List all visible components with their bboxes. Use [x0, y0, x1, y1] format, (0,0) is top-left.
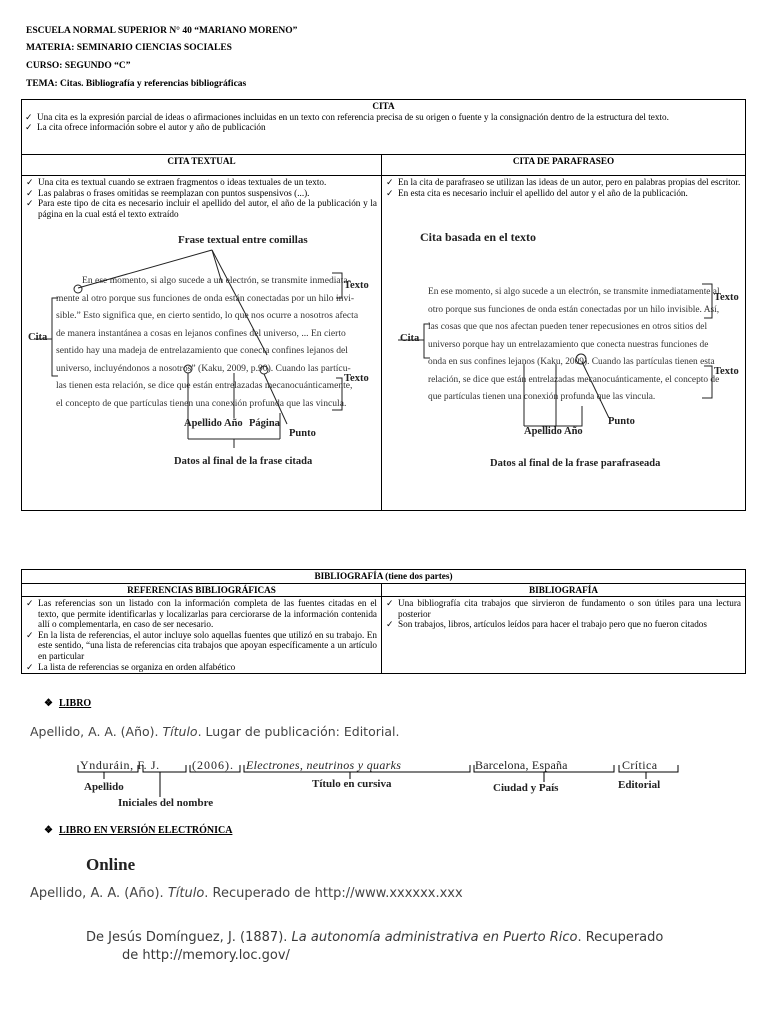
parafraseo-line: relación, se dice que están entrelazadas mecanocuánticamente, el concepto de — [428, 374, 720, 385]
cita-textual-point: ✓ Para este tipo de cita es necesario incluir el apellido del autor, el año de la publicación y la página en la cual está el texto extraído — [26, 198, 377, 219]
bibliografia-point: ✓ Son trabajos, libros, artículos leídos para hacer el trabajo pero que no fueron citados — [386, 619, 741, 630]
example-title: Electrones, neutrinos y quarks — [246, 758, 402, 772]
ciudad-pais-label: Ciudad y País — [493, 782, 559, 794]
texto-label: Texto — [714, 292, 739, 303]
apellido-label: Apellido — [84, 781, 124, 793]
bibliografia-title: BIBLIOGRAFÍA (tiene dos partes) — [22, 570, 746, 584]
cita-parafraseo-point: ✓ En esta cita es necesario incluir el apellido del autor y el año de la publicación. — [386, 188, 741, 199]
parafraseo-line: otro porque sus funciones de onda están conectadas por un hilo invisible. Así, — [428, 304, 720, 315]
bibliografia-cell — [382, 597, 746, 674]
cita-textual-figure — [22, 228, 378, 473]
libro-format-title: Título — [162, 724, 198, 739]
referencias-points — [26, 598, 377, 672]
anio-label: Año — [564, 426, 583, 437]
libro-electronico-heading-text: LIBRO EN VERSIÓN ELECTRÓNICA — [58, 825, 233, 836]
example-place: Barcelona, España — [475, 758, 568, 772]
electronico-example — [86, 930, 663, 945]
textual-line: las tienen esta relación, se dice que están entrelazadas mecanocuánticamente, — [56, 380, 353, 391]
apellido-label: Apellido — [184, 418, 222, 429]
electronico-format-pre: Apellido, A. A. (Año). — [30, 886, 168, 901]
parafraseo-line: las cosas que que nos afectan pueden tener repecusiones en otros sitios del — [428, 322, 708, 332]
cita-point: ✓ Una cita es la expresión parcial de ideas o afirmaciones incluidas en un texto con referencia precisa de su origen o fuente y la consignación dentro de la estructura del texto. — [25, 112, 742, 123]
cita-definition-cell — [22, 100, 746, 155]
electronico-example-line2: de http://memory.loc.gov/ — [122, 948, 290, 963]
textual-annotation-lines — [22, 228, 378, 473]
diamond-bullet-icon: ❖ — [44, 825, 53, 836]
referencias-cell — [22, 597, 382, 674]
textual-line: mente al otro porque sus funciones de onda están conectadas por un hilo invi- — [56, 292, 355, 304]
parafraseo-line: que partículas tienen una conexión profunda que las vincula. — [428, 392, 656, 402]
electronico-example-post: . Recuperado — [577, 930, 664, 945]
datos-final-label: Datos al final de la frase citada — [174, 456, 313, 467]
cita-points — [25, 112, 742, 133]
referencias-point: ✓ En la lista de referencias, el autor incluye solo aquellas fuentes que utilizó en su trabajo. En este sentido, “una lista de referencias cita trabajos que apoyan específicamente a un artículo en particular — [26, 630, 377, 662]
libro-heading-text: LIBRO — [58, 698, 92, 709]
cita-parafraseo-points — [386, 177, 741, 198]
electronico-format-post: . Recuperado de http://www.xxxxxx.xxx — [204, 886, 463, 901]
referencias-point: ✓ La lista de referencias se organiza en orden alfabético — [26, 662, 377, 673]
bibliografia-point: ✓ Una bibliografía cita trabajos que sirvieron de fundamento o son útiles para una lectura posterior — [386, 598, 741, 619]
punto-label: Punto — [608, 416, 635, 427]
cita-parafraseo-point: ✓ En la cita de parafraseo se utilizan las ideas de un autor, pero en palabras propias del escritor. — [386, 177, 741, 188]
libro-electronico-heading — [44, 825, 232, 836]
online-label: Online — [86, 855, 136, 874]
pagina-label: Página — [249, 418, 280, 429]
cita-basada-label: Cita basada en el texto — [420, 230, 536, 244]
diamond-bullet-icon: ❖ — [44, 698, 53, 709]
parafraseo-line: onda en sus confines lejanos (Kaku, 2009). Cuando las partículas tienen esta — [428, 357, 715, 367]
libro-format-pre: Apellido, A. A. (Año). — [30, 724, 163, 739]
referencias-point: ✓ Las referencias son un listado con la información completa de las fuentes citadas en el texto, que permite identificarlas y localizarlas para cerciorarse de la información contenida allí o complementarla, en caso de ser necesario. — [26, 598, 377, 630]
cita-textual-points — [26, 177, 377, 219]
bibliografia-subtitle: BIBLIOGRAFÍA — [382, 583, 746, 597]
libro-example — [0, 755, 768, 815]
electronico-example-pre: De Jesús Domínguez, J. (1887). — [86, 930, 292, 945]
example-editorial: Crítica — [622, 758, 658, 772]
libro-format-post: . Lugar de publicación: Editorial. — [197, 724, 400, 739]
textual-line: sentido hay una madeja de entrelazamiento que conecta confines lejanos del — [56, 345, 348, 356]
textual-line: sible.” Esto significa que, en cierto sentido, lo que nos ocurre a nosotros afecta — [56, 310, 359, 321]
textual-line: universo, incluyéndonos a nosotros” (Kaku, 2009, p.90). Cuando las partícu- — [56, 362, 351, 374]
libro-format — [30, 724, 399, 739]
cita-label: Cita — [400, 333, 420, 344]
course: CURSO: SEGUNDO “C” — [26, 61, 131, 71]
school-name: ESCUELA NORMAL SUPERIOR N° 40 “MARIANO MORENO” — [26, 26, 298, 36]
cita-point: ✓ La cita ofrece información sobre el autor y año de publicación — [25, 122, 742, 133]
editorial-label: Editorial — [618, 779, 661, 791]
bibliografia-table — [21, 569, 746, 674]
iniciales-label: Iniciales del nombre — [118, 797, 214, 809]
punto-label: Punto — [289, 428, 316, 439]
cita-label: Cita — [28, 332, 48, 343]
parafraseo-line: universo porque hay un entrelazamiento que conecta nuestras funciones de — [428, 339, 709, 350]
textual-line: En ese momento, si algo sucede a un electrón, se transmite inmediata- — [82, 275, 351, 286]
electronico-example-title: La autonomía administrativa en Puerto Rico — [291, 930, 578, 945]
cita-textual-point: ✓ Las palabras o frases omitidas se reemplazan con puntos suspensivos (...). — [26, 188, 377, 199]
subject: MATERIA: SEMINARIO CIENCIAS SOCIALES — [26, 43, 232, 53]
apellido-label: Apellido — [524, 426, 562, 437]
cita-textual-point: ✓ Una cita es textual cuando se extraen fragmentos o ideas textuales de un texto. — [26, 177, 377, 188]
titulo-cursiva-label: Título en cursiva — [312, 778, 392, 790]
referencias-title: REFERENCIAS BIBLIOGRÁFICAS — [22, 583, 382, 597]
electronico-format-title: Título — [167, 886, 205, 901]
parafraseo-line: En ese momento, si algo sucede a un electrón, se transmite inmediatamente al — [428, 287, 720, 297]
electronico-format — [30, 886, 463, 901]
texto-label: Texto — [344, 280, 369, 291]
textual-line: el concepto de que partículas tienen una conexión profunda que las vincula. — [56, 397, 347, 409]
cita-textual-title: CITA TEXTUAL — [22, 154, 382, 175]
datos-final-label: Datos al final de la frase parafraseada — [490, 458, 661, 469]
example-year: (2006). — [192, 758, 234, 772]
textual-line: de manera instantánea a cosas en lejanos confines del universo, ... En cierto — [56, 327, 346, 339]
cita-parafraseo-title: CITA DE PARAFRASEO — [382, 154, 746, 175]
texto-label: Texto — [344, 373, 369, 384]
frase-textual-label: Frase textual entre comillas — [178, 234, 308, 246]
cita-title: CITA — [372, 101, 395, 111]
anio-label: Año — [224, 418, 243, 429]
example-author: Ynduráin, F. J. — [80, 758, 160, 772]
libro-heading — [44, 698, 91, 709]
topic: TEMA: Citas. Bibliografía y referencias bibliográficas — [26, 79, 247, 89]
texto-label: Texto — [714, 366, 739, 377]
cita-parafraseo-figure — [384, 228, 744, 473]
bibliografia-points — [386, 598, 741, 630]
